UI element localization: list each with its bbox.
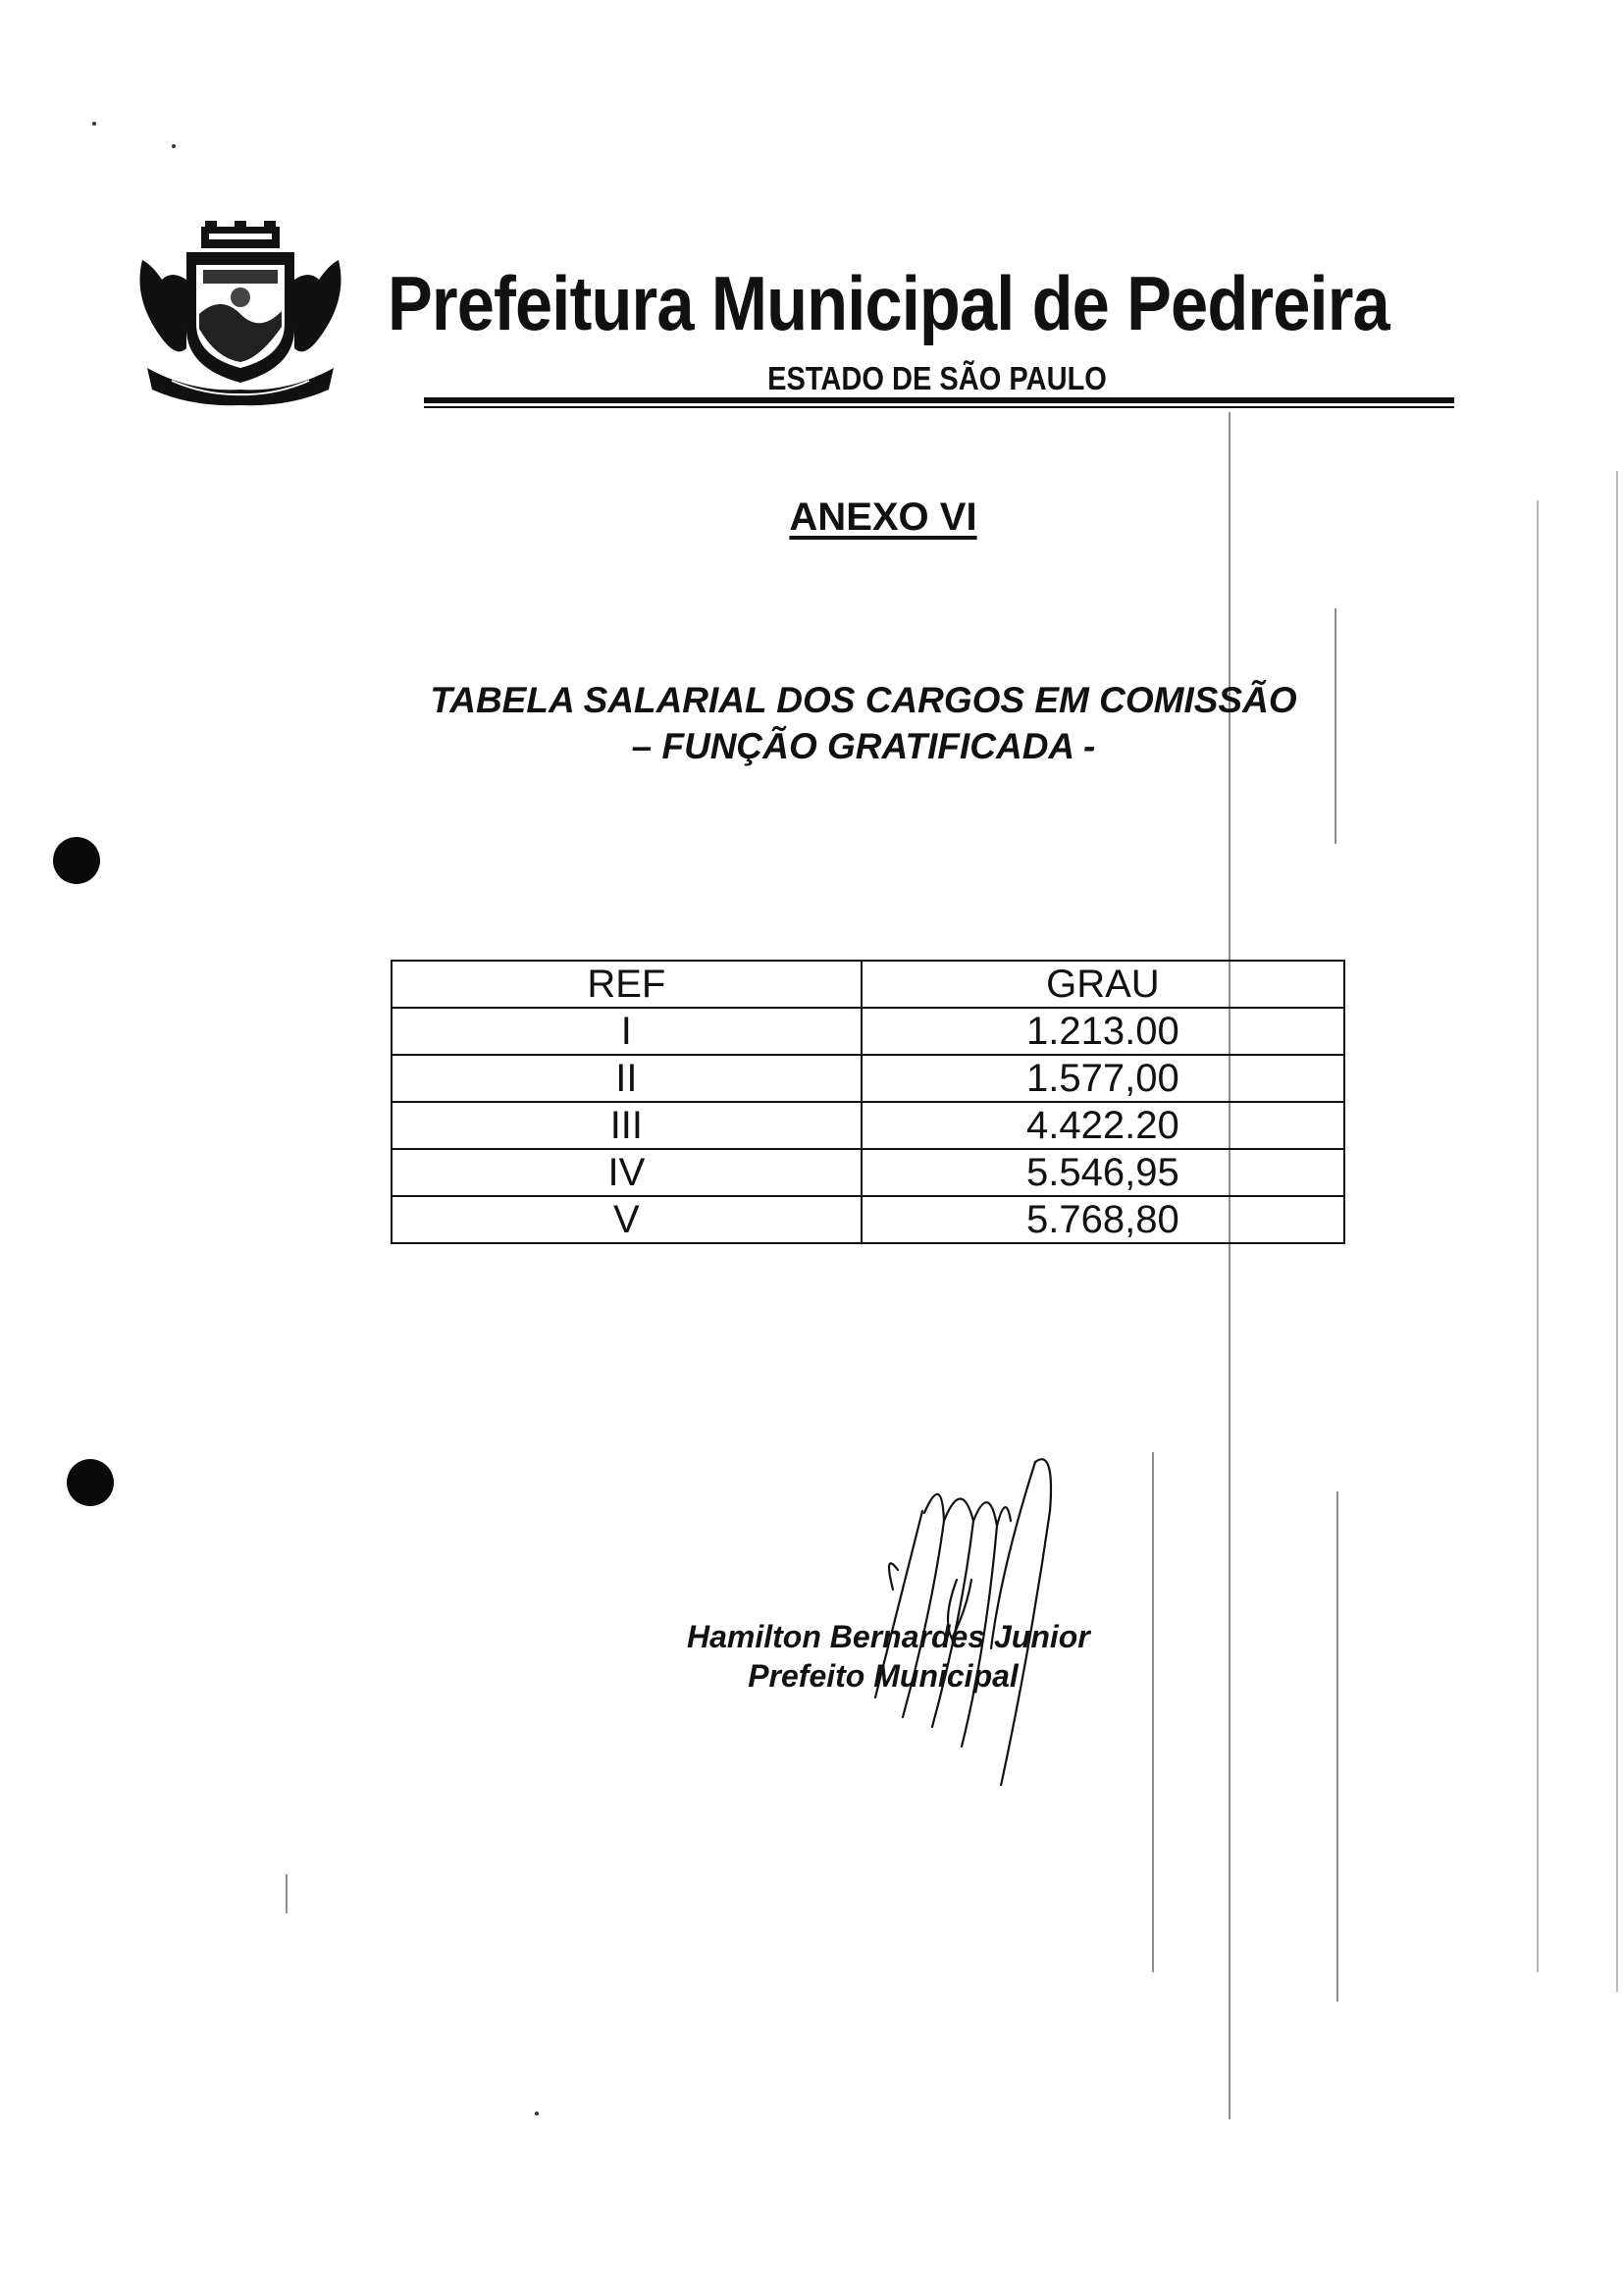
table-row	[392, 1008, 1344, 1055]
signer-title: Prefeito Municipal	[748, 1658, 1019, 1694]
coat-of-arms-icon	[132, 221, 348, 407]
header-rule-thin	[424, 406, 1454, 408]
organization-name: Prefeitura Municipal de Pedreira	[388, 260, 1389, 346]
table-row	[392, 1196, 1344, 1243]
punch-hole-top	[53, 837, 100, 884]
column-header-grau: GRAU	[862, 961, 1344, 1008]
table-title-line-2: – FUNÇÃO GRATIFICADA -	[631, 726, 1096, 766]
grau-cell: 5.768,80	[862, 1196, 1344, 1243]
scan-line	[286, 1874, 288, 1913]
table-row	[392, 1102, 1344, 1149]
table-title-line-1: TABELA SALARIAL DOS CARGOS EM COMISSÃO	[430, 680, 1297, 720]
table-row	[392, 1055, 1344, 1102]
signer-name: Hamilton Bernardes Junior	[687, 1619, 1090, 1654]
scan-speck	[92, 122, 96, 126]
ref-cell: IV	[392, 1149, 862, 1196]
grau-cell: 5.546,95	[862, 1149, 1344, 1196]
scan-line	[1229, 412, 1230, 2119]
ref-cell: V	[392, 1196, 862, 1243]
ref-cell: II	[392, 1055, 862, 1102]
grau-cell: 1.213.00	[862, 1008, 1344, 1055]
table-header-row	[392, 961, 1344, 1008]
header-rule	[424, 397, 1454, 403]
scan-line	[1336, 1491, 1338, 2002]
punch-hole-bottom	[67, 1459, 114, 1506]
handwritten-signature-icon	[864, 1452, 1079, 1786]
scan-speck	[535, 2112, 539, 2115]
grau-cell: 1.577,00	[862, 1055, 1344, 1102]
table-row	[392, 1149, 1344, 1196]
salary-table	[391, 960, 1345, 1244]
column-header-ref: REF	[392, 961, 862, 1008]
scan-line	[1152, 1452, 1154, 1972]
annex-title: ANEXO VI	[789, 496, 977, 539]
scan-line	[1537, 500, 1539, 1972]
scan-speck	[172, 144, 176, 148]
ref-cell: III	[392, 1102, 862, 1149]
grau-cell: 4.422.20	[862, 1102, 1344, 1149]
ref-cell: I	[392, 1008, 862, 1055]
state-name: ESTADO DE SÃO PAULO	[767, 360, 1107, 396]
scan-line	[1616, 471, 1618, 1992]
